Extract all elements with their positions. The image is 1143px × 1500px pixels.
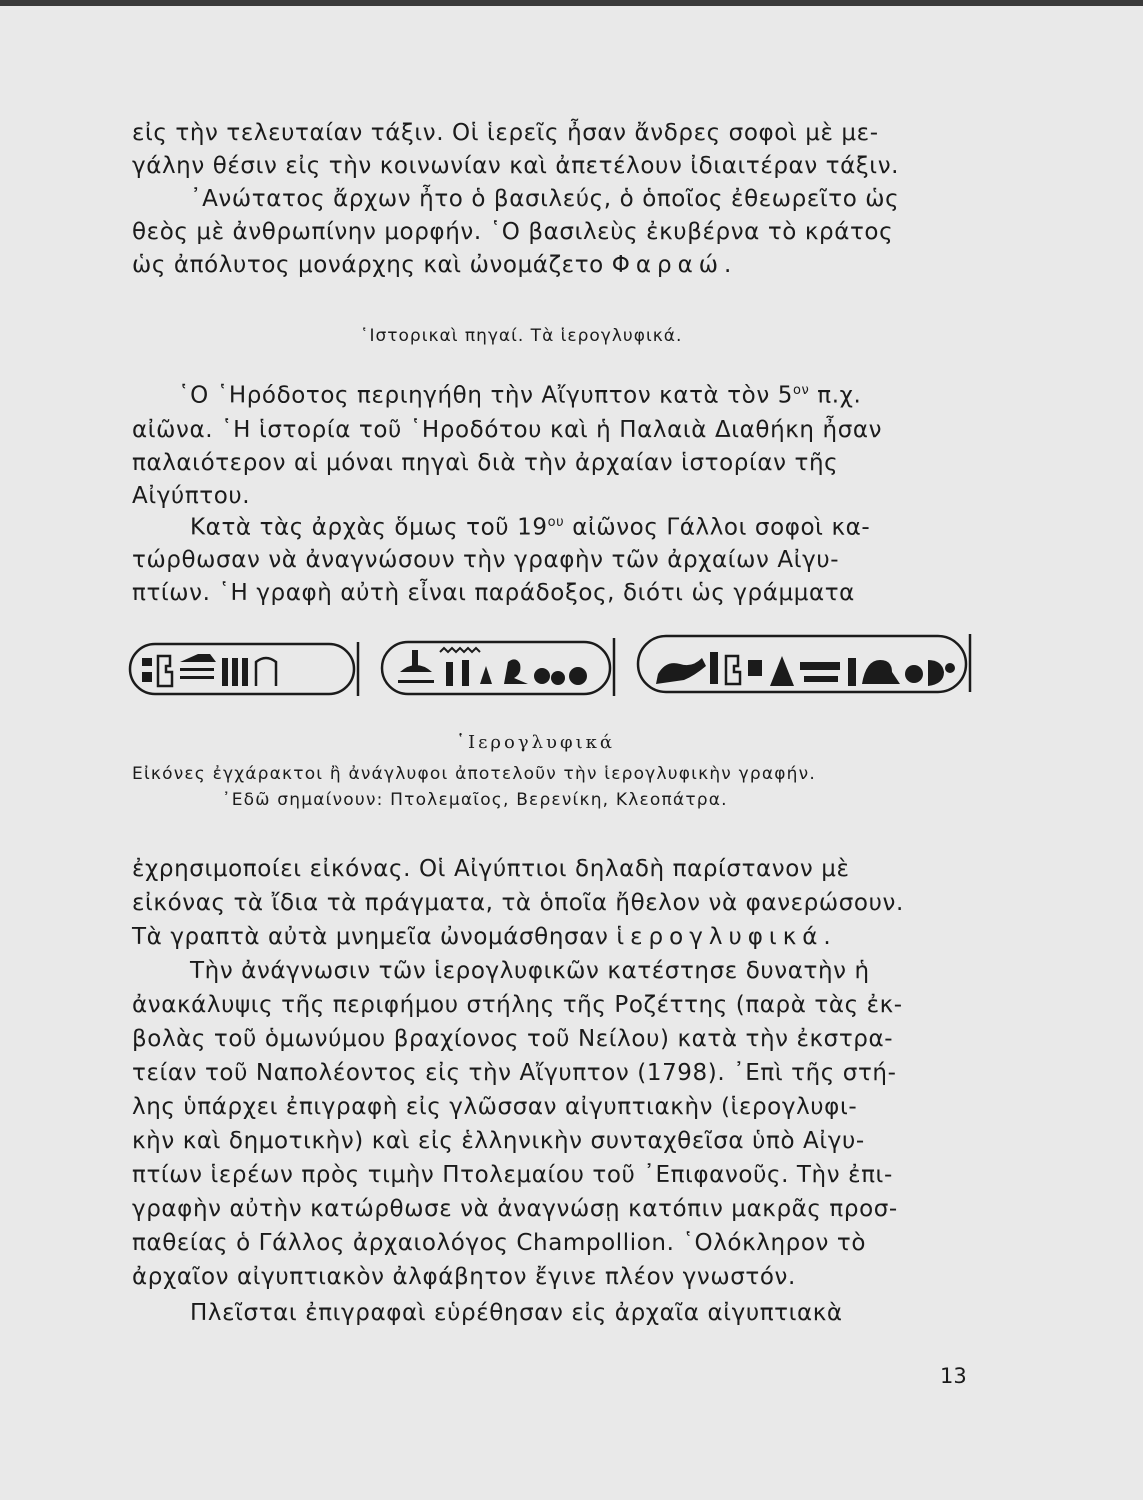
figure-caption: ᾿Εδῶ σημαίνουν: Πτολεμαῖος, Βερενίκη, Κλεοπάτρα. (222, 790, 728, 810)
text-line: ἀρχαῖον αἰγυπτιακὸν ἀλφάβητον ἔγινε πλέον γνωστόν. (132, 1264, 796, 1290)
hieroglyph-cartouches-icon (128, 632, 976, 700)
figure-caption: Εἰκόνες ἐγχάρακτοι ἢ ἀνάγλυφοι ἀποτελοῦν τὴν ἱερογλυφικὴν γραφήν. (132, 764, 816, 784)
text-line: ἐχρησιμοποίει εἰκόνας. Οἱ Αἰγύπτιοι δηλαδὴ παρίστανον μὲ (132, 856, 850, 882)
text-line: παλαιότερον αἱ μόναι πηγαὶ διὰ τὴν ἀρχαίαν ἱστορίαν τῆς (132, 450, 839, 476)
text-line: τείαν τοῦ Ναπολέοντος εἰς τὴν Αἴγυπτον (1798). ᾿Επὶ τῆς στή- (132, 1060, 897, 1086)
text-line: Πλεῖσται ἐπιγραφαὶ εὑρέθησαν εἰς ἀρχαῖα αἰγυπτιακὰ (190, 1300, 843, 1326)
text-line: παθείας ὁ Γάλλος ἀρχαιολόγος Champollion. ῾Ολόκληρον τὸ (132, 1230, 866, 1256)
glyphs-cleopatra (656, 652, 955, 686)
text-line: Αἰγύπτου. (132, 483, 251, 509)
glyphs-ptolemy (142, 654, 276, 686)
text-line: Τὴν ἀνάγνωσιν τῶν ἱερογλυφικῶν κατέστησε δυνατὴν ἡ (190, 958, 870, 984)
section-heading: ῾Ιστορικαὶ πηγαί. Τὰ ἱερογλυφικά. (360, 326, 683, 346)
text-line (132, 254, 737, 277)
text-line: γραφὴν αὐτὴν κατώρθωσε νὰ ἀναγνώσῃ κατόπιν μακρᾶς προσ- (132, 1196, 898, 1222)
ordinal-superscript: ου (547, 515, 565, 530)
text-span: Τὰ γραπτὰ αὐτὰ μνημεῖα ὠνομάσθησαν (132, 924, 609, 950)
hieroglyphics-term: ἱερογλυφικά. (616, 924, 837, 950)
text-line: πτίων ἱερέων πρὸς τιμὴν Πτολεμαίου τοῦ ᾿Επιφανοῦς. Τὴν ἐπι- (132, 1162, 893, 1188)
text-line (178, 384, 861, 408)
ordinal-superscript: ον (792, 383, 810, 398)
text-line (190, 516, 870, 540)
text-line: ἀνακάλυψις τῆς περιφήμου στήλης τῆς Ροζέττης (παρὰ τὰς ἐκ- (132, 992, 903, 1018)
text-span: αἰῶνος Γάλλοι σοφοὶ κα- (564, 514, 871, 541)
pharaoh-term: Φαραώ. (611, 252, 738, 278)
text-line: αἰῶνα. ῾Η ἱστορία τοῦ ῾Ηροδότου καὶ ἡ Παλαιὰ Διαθήκη ἦσαν (132, 417, 883, 443)
text-line: βολὰς τοῦ ὁμωνύμου βραχίονος τοῦ Νείλου) κατὰ τὴν ἐκστρα- (132, 1026, 894, 1052)
text-line: τώρθωσαν νὰ ἀναγνώσουν τὴν γραφὴν τῶν ἀρχαίων Αἰγυ- (132, 547, 840, 573)
text-line: κὴν καὶ δημοτικὴν) καὶ εἰς ἑλληνικὴν συνταχθεῖσα ὑπὸ Αἰγυ- (132, 1128, 865, 1154)
text-span: Κατὰ τὰς ἀρχὰς ὅμως τοῦ 19 (190, 514, 548, 541)
text-span: ῾Ο ῾Ηρόδοτος περιηγήθη τὴν Αἴγυπτον κατὰ τὸν 5 (178, 382, 793, 409)
figure-title: ῾Ιερογλυφικά (456, 732, 616, 753)
hieroglyph-cartouches-figure (128, 632, 976, 700)
page-number: 13 (940, 1364, 967, 1388)
text-span: ὡς ἀπόλυτος μονάρχης καὶ ὠνομάζετο (132, 252, 604, 278)
text-line: πτίων. ῾Η γραφὴ αὐτὴ εἶναι παράδοξος, διότι ὡς γράμματα (132, 580, 855, 606)
glyphs-berenice (398, 648, 587, 686)
text-line: θεὸς μὲ ἀνθρωπίνην μορφήν. ῾Ο βασιλεὺς ἐκυβέρνα τὸ κράτος (132, 219, 894, 245)
text-line: εἰκόνας τὰ ἴδια τὰ πράγματα, τὰ ὁποῖα ἤθελον νὰ φανερώσουν. (132, 890, 904, 916)
text-span: π.χ. (809, 382, 862, 409)
text-line (132, 926, 837, 949)
text-line: ᾿Ανώτατος ἄρχων ἦτο ὁ βασιλεύς, ὁ ὁποῖος ἐθεωρεῖτο ὡς (190, 186, 900, 212)
text-line: εἰς τὴν τελευταίαν τάξιν. Οἱ ἱερεῖς ἦσαν ἄνδρες σοφοὶ μὲ με- (132, 120, 879, 146)
text-line: λης ὑπάρχει ἐπιγραφὴ εἰς γλῶσσαν αἰγυπτιακὴν (ἱερογλυφι- (132, 1094, 858, 1120)
text-line: γάλην θέσιν εἰς τὴν κοινωνίαν καὶ ἀπετέλουν ἰδιαιτέραν τάξιν. (132, 153, 900, 179)
